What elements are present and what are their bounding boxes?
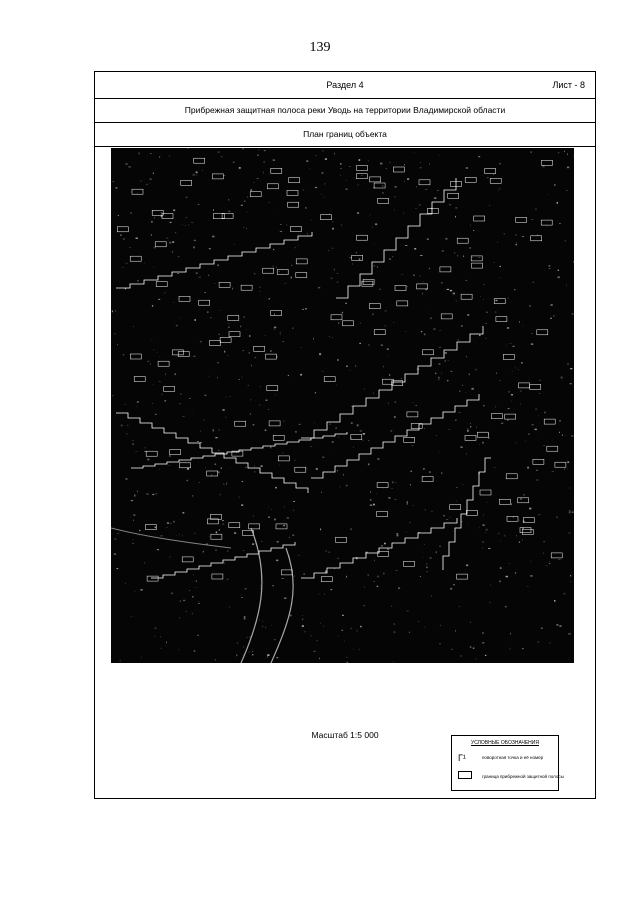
map-drawing <box>111 148 574 663</box>
page-number: 139 <box>309 40 331 55</box>
legend-item-turning-point <box>458 752 556 766</box>
legend-title: УСЛОВНЫЕ ОБОЗНАЧЕНИЯ <box>471 740 539 746</box>
legend-item-boundary <box>458 771 564 783</box>
scale-label: Масштаб 1:5 000 <box>311 730 379 740</box>
drawing-sheet <box>94 71 596 799</box>
boundary-box-icon <box>458 771 472 779</box>
sheet-number: Лист - 8 <box>552 80 585 90</box>
section-label: Раздел 4 <box>326 80 364 90</box>
turning-point-icon: Г¹ <box>458 753 466 763</box>
legend <box>451 735 564 791</box>
legend-item-label: граница прибрежной защитной полосы <box>482 774 564 779</box>
document-title: Прибрежная защитная полоса реки Уводь на территории Владимирской области <box>95 98 595 123</box>
legend-item-label: поворотная точка и её номер <box>482 755 544 760</box>
header-row <box>95 72 595 99</box>
plan-title: План границ объекта <box>95 122 595 147</box>
satellite-map-image <box>111 148 574 663</box>
